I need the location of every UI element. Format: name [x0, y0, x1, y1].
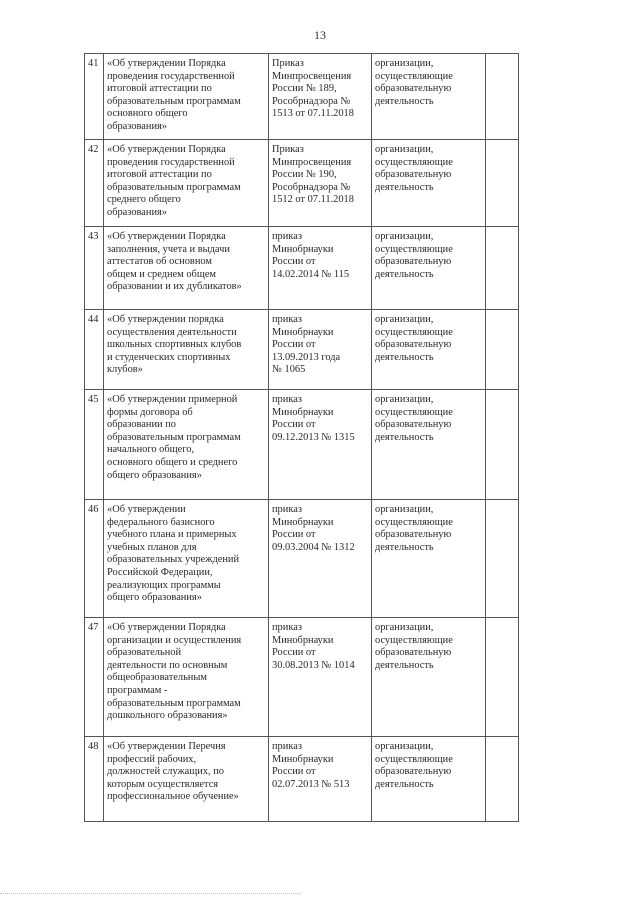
act-title-line: школьных спортивных клубов [107, 339, 242, 351]
act-subjects-line: осуществляющие [375, 516, 453, 528]
act-document-line: приказ [272, 314, 302, 325]
act-title-line: Российской Федерации, [107, 566, 213, 578]
act-title-line: итоговой аттестации по [107, 83, 212, 95]
act-title-line: которым осуществляется [107, 778, 219, 790]
act-title [104, 737, 269, 822]
act-title-line: деятельности по основным [107, 659, 228, 671]
act-document-line: приказ [272, 504, 302, 515]
row-number: 43 [85, 227, 104, 310]
act-subjects-line: осуществляющие [375, 70, 453, 82]
row-number: 46 [85, 500, 104, 618]
act-title [104, 500, 269, 618]
act-document-line: Минобрнауки [272, 243, 334, 255]
act-title-line: заполнения, учета и выдачи [107, 243, 230, 255]
act-title-line: учебных планов для [107, 541, 197, 553]
act-title-line: дошкольного образования» [107, 710, 228, 722]
empty-cell [486, 54, 519, 140]
act-title [104, 227, 269, 310]
act-document-line: 1512 от 07.11.2018 [272, 194, 354, 206]
act-title-line: основного общего [107, 108, 188, 120]
act-document-line: 09.03.2004 № 1312 [272, 541, 355, 553]
act-subjects-line: деятельность [375, 541, 434, 553]
act-document-line: России от [272, 339, 316, 351]
act-subjects-line: осуществляющие [375, 156, 453, 168]
act-subjects-line: организации, [375, 394, 434, 405]
act-document-line: 14.02.2014 № 115 [272, 268, 350, 280]
empty-cell [486, 500, 519, 618]
act-subjects-line: организации, [375, 58, 434, 69]
act-title-line: итоговой аттестации по [107, 169, 212, 181]
act-title-line: образовательным программам [107, 431, 241, 443]
act-title [104, 390, 269, 500]
act-title-line: среднего общего [107, 194, 181, 206]
act-title-line: образовательным программам [107, 697, 241, 709]
act-document-line: 13.09.2013 года [272, 351, 341, 363]
act-document-line: приказ [272, 231, 302, 242]
act-title-line: «Об утверждении примерной [107, 394, 238, 405]
legal-acts-table [84, 53, 519, 822]
act-document [269, 54, 372, 140]
act-title-line: «Об утверждении Порядка [107, 58, 226, 69]
act-title-line: «Об утверждении порядка [107, 314, 224, 325]
act-document-line: Минобрнауки [272, 753, 334, 765]
act-title-line: «Об утверждении Порядка [107, 622, 226, 633]
act-subjects-line: образовательную [375, 256, 452, 268]
table-row [85, 390, 519, 500]
table-row [85, 54, 519, 140]
act-subjects [372, 310, 486, 390]
act-document-line: Рособрнадзора № [272, 95, 351, 107]
act-title-line: общего образования» [107, 592, 202, 604]
act-title-line: проведения государственной [107, 156, 235, 168]
act-title-line: «Об утверждении Порядка [107, 231, 226, 242]
act-title-line: осуществления деятельности [107, 326, 237, 338]
act-document-line: России от [272, 647, 316, 659]
act-subjects-line: деятельность [375, 431, 434, 443]
act-subjects-line: организации, [375, 144, 434, 155]
act-document-line: России № 190, [272, 169, 337, 181]
table-row [85, 500, 519, 618]
act-document [269, 140, 372, 227]
act-document-line: России от [272, 256, 316, 268]
act-title [104, 310, 269, 390]
act-document-line: Рособрнадзора № [272, 181, 351, 193]
act-document-line: России от [272, 766, 316, 778]
act-subjects-line: организации, [375, 504, 434, 515]
act-subjects-line: образовательную [375, 83, 452, 95]
act-subjects-line: деятельность [375, 659, 434, 671]
act-subjects-line: организации, [375, 741, 434, 752]
act-document [269, 618, 372, 737]
empty-cell [486, 390, 519, 500]
act-document [269, 227, 372, 310]
act-title-line: основного общего и среднего [107, 456, 238, 468]
act-subjects [372, 390, 486, 500]
act-title-line: профессиональное обучение» [107, 791, 239, 803]
empty-cell [486, 737, 519, 822]
act-subjects-line: образовательную [375, 529, 452, 541]
act-title-line: общего образования» [107, 469, 202, 481]
table-row [85, 310, 519, 390]
act-title-line: образовательным программам [107, 181, 241, 193]
row-number: 47 [85, 618, 104, 737]
act-subjects-line: деятельность [375, 268, 434, 280]
act-title-line: формы договора об [107, 406, 193, 418]
act-subjects [372, 618, 486, 737]
act-title [104, 140, 269, 227]
act-subjects-line: образовательную [375, 647, 452, 659]
act-subjects-line: деятельность [375, 351, 434, 363]
table-row [85, 737, 519, 822]
empty-cell [486, 227, 519, 310]
act-document-line: Минпросвещения [272, 156, 352, 168]
act-document [269, 390, 372, 500]
act-title-line: программам - [107, 684, 168, 696]
act-subjects-line: осуществляющие [375, 243, 453, 255]
act-subjects-line: организации, [375, 231, 434, 242]
act-title-line: образования» [107, 120, 168, 132]
act-title-line: реализующих программы [107, 579, 221, 591]
act-title-line: «Об утверждении Перечня [107, 741, 226, 752]
act-subjects-line: осуществляющие [375, 326, 453, 338]
table-row [85, 618, 519, 737]
act-title-line: общем и среднем общем [107, 268, 217, 280]
row-number: 41 [85, 54, 104, 140]
act-title-line: аттестатов об основном [107, 256, 212, 268]
act-document-line: приказ [272, 741, 302, 752]
act-document-line: Минобрнауки [272, 406, 334, 418]
act-subjects-line: образовательную [375, 169, 452, 181]
row-number: 44 [85, 310, 104, 390]
act-title-line: и студенческих спортивных [107, 351, 231, 363]
act-title-line: образовании по [107, 419, 176, 431]
act-subjects-line: осуществляющие [375, 634, 453, 646]
act-document-line: Приказ [272, 58, 304, 69]
act-title-line: организации и осуществления [107, 634, 242, 646]
page-number: 13 [314, 28, 326, 42]
act-title-line: клубов» [107, 364, 143, 376]
act-subjects-line: образовательную [375, 766, 452, 778]
act-title-line: профессий рабочих, [107, 753, 197, 765]
act-document-line: Минобрнауки [272, 326, 334, 338]
act-document [269, 500, 372, 618]
row-number: 45 [85, 390, 104, 500]
act-title-line: образовании и их дубликатов» [107, 281, 242, 293]
act-subjects-line: деятельность [375, 181, 434, 193]
act-document-line: приказ [272, 622, 302, 633]
act-document-line: Минобрнауки [272, 634, 334, 646]
act-subjects [372, 500, 486, 618]
act-title-line: «Об утверждении Порядка [107, 144, 226, 155]
act-subjects [372, 140, 486, 227]
row-number: 48 [85, 737, 104, 822]
act-document-line: № 1065 [272, 364, 306, 376]
empty-cell [486, 140, 519, 227]
act-title-line: должностей служащих, по [107, 766, 225, 778]
act-title-line: образовательным программам [107, 95, 241, 107]
act-subjects-line: образовательную [375, 339, 452, 351]
act-document-line: приказ [272, 394, 302, 405]
act-title-line: федерального базисного [107, 516, 215, 528]
scan-edge [0, 893, 300, 895]
act-subjects-line: образовательную [375, 419, 452, 431]
act-document [269, 737, 372, 822]
act-subjects [372, 54, 486, 140]
act-subjects-line: организации, [375, 622, 434, 633]
act-document-line: России № 189, [272, 83, 337, 95]
act-document-line: Минобрнауки [272, 516, 334, 528]
act-title [104, 54, 269, 140]
act-document-line: России от [272, 419, 316, 431]
act-title-line: проведения государственной [107, 70, 235, 82]
act-subjects [372, 737, 486, 822]
row-number: 42 [85, 140, 104, 227]
act-subjects-line: организации, [375, 314, 434, 325]
empty-cell [486, 310, 519, 390]
act-document-line: 02.07.2013 № 513 [272, 778, 350, 790]
table-body [85, 54, 519, 822]
table-row [85, 227, 519, 310]
act-document-line: 09.12.2013 № 1315 [272, 431, 355, 443]
act-subjects [372, 227, 486, 310]
act-title-line: образования» [107, 206, 168, 218]
act-title-line: образовательных учреждений [107, 554, 240, 566]
act-document-line: 30.08.2013 № 1014 [272, 659, 355, 671]
act-subjects-line: осуществляющие [375, 406, 453, 418]
act-document-line: России от [272, 529, 316, 541]
act-document-line: Минпросвещения [272, 70, 352, 82]
act-title [104, 618, 269, 737]
act-document [269, 310, 372, 390]
table-row [85, 140, 519, 227]
empty-cell [486, 618, 519, 737]
act-title-line: образовательной [107, 647, 182, 659]
act-document-line: Приказ [272, 144, 304, 155]
act-subjects-line: деятельность [375, 95, 434, 107]
act-subjects-line: осуществляющие [375, 753, 453, 765]
act-title-line: учебного плана и примерных [107, 529, 237, 541]
act-title-line: начального общего, [107, 444, 195, 456]
act-subjects-line: деятельность [375, 778, 434, 790]
act-title-line: «Об утверждении [107, 504, 186, 515]
act-document-line: 1513 от 07.11.2018 [272, 108, 354, 120]
act-title-line: общеобразовательным [107, 672, 207, 684]
